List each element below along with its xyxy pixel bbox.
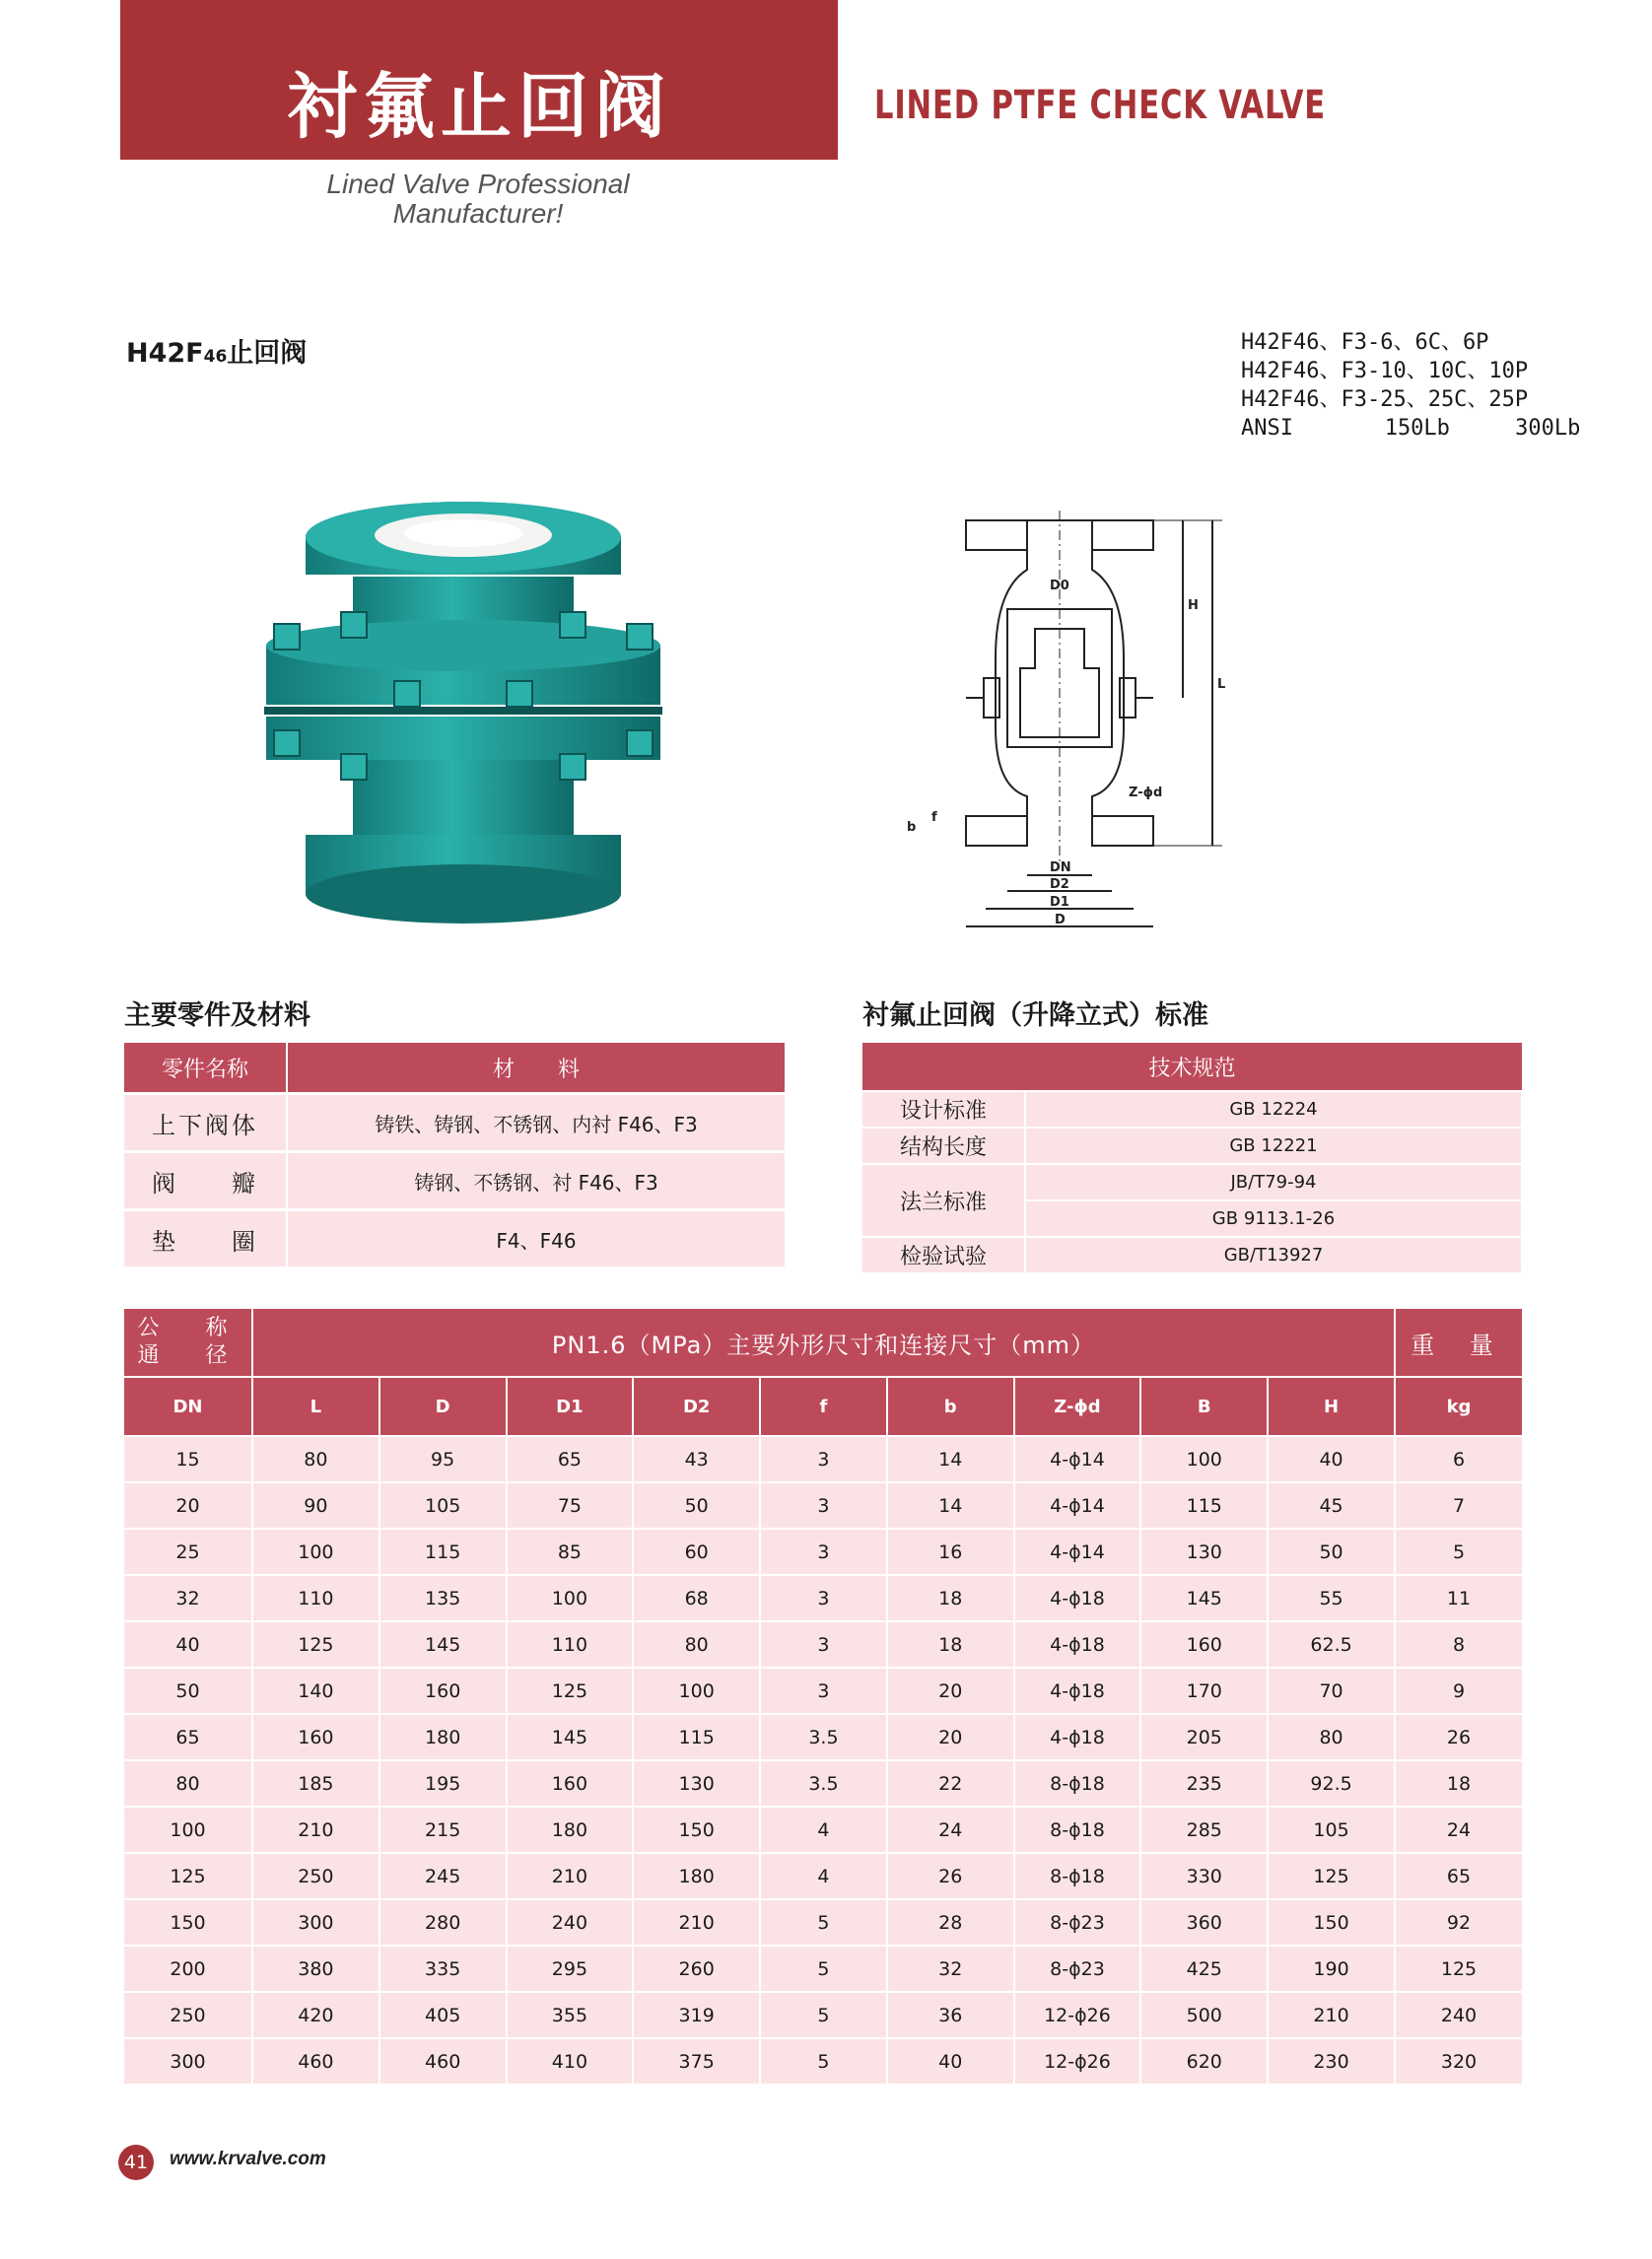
table-cell: 150 (633, 1807, 760, 1853)
table-row (862, 1091, 1522, 1128)
table-cell: 16 (887, 1529, 1014, 1575)
table-cell: 80 (252, 1436, 379, 1482)
table-cell: 24 (887, 1807, 1014, 1853)
table-cell: 100 (1140, 1436, 1268, 1482)
tagline (256, 170, 700, 229)
table-cell: 5 (760, 2038, 887, 2084)
part-name: 垫 圈 (124, 1210, 287, 1267)
column-header: kg (1395, 1377, 1523, 1436)
dimensions-table (124, 1309, 1524, 2084)
table-cell: 110 (252, 1575, 379, 1621)
tagline-line2: Manufacturer! (392, 198, 564, 229)
variant-line: H42F46、F3-6、6C、6P (1241, 330, 1489, 355)
table-cell: 4 (760, 1853, 887, 1899)
part-material: 铸铁、铸钢、不锈钢、内衬 F46、F3 (287, 1094, 786, 1152)
table-row (124, 1152, 786, 1210)
table-cell: 65 (507, 1436, 634, 1482)
table-cell: 3.5 (760, 1714, 887, 1760)
table-cell: 8 (1395, 1621, 1523, 1668)
table-cell: 18 (887, 1621, 1014, 1668)
drawing-label-d1: D1 (1050, 895, 1069, 910)
table-cell: 205 (1140, 1714, 1268, 1760)
table-cell: 32 (124, 1575, 252, 1621)
table-cell: 92.5 (1268, 1760, 1395, 1807)
table-cell: 3 (760, 1482, 887, 1529)
table-cell: 170 (1140, 1668, 1268, 1714)
table-cell: 230 (1268, 2038, 1395, 2084)
table-cell: 405 (379, 1992, 507, 2038)
weight-header: 重 量 (1395, 1309, 1523, 1377)
table-row (124, 1621, 1523, 1668)
table-cell: 18 (887, 1575, 1014, 1621)
table-cell: 50 (1268, 1529, 1395, 1575)
table-cell: 410 (507, 2038, 634, 2084)
table-cell: 125 (252, 1621, 379, 1668)
table-cell: 8-ϕ18 (1014, 1853, 1141, 1899)
table-cell: 8-ϕ18 (1014, 1807, 1141, 1853)
table-cell: 4-ϕ18 (1014, 1668, 1141, 1714)
table-cell: 5 (1395, 1529, 1523, 1575)
table-cell: 185 (252, 1760, 379, 1807)
table-cell: 240 (507, 1899, 634, 1946)
standard-label: 检验试验 (862, 1237, 1025, 1272)
table-cell: 65 (124, 1714, 252, 1760)
table-cell: 115 (379, 1529, 507, 1575)
part-name: 上下阀体 (124, 1094, 287, 1152)
table-cell: 620 (1140, 2038, 1268, 2084)
table-cell: 4-ϕ18 (1014, 1621, 1141, 1668)
table-cell: 360 (1140, 1899, 1268, 1946)
drawing-label-d2: D2 (1050, 877, 1069, 892)
table-cell: 8-ϕ23 (1014, 1946, 1141, 1992)
table-cell: 200 (124, 1946, 252, 1992)
page-title-en: LINED PTFE CHECK VALVE (874, 83, 1327, 128)
table-cell: 500 (1140, 1992, 1268, 2038)
table-row (124, 1714, 1523, 1760)
table-cell: 4 (760, 1807, 887, 1853)
drawing-label-f: f (931, 810, 937, 825)
table-cell: 100 (633, 1668, 760, 1714)
table-cell: 14 (887, 1482, 1014, 1529)
drawing-label-dn: DN (1050, 860, 1071, 875)
table-cell: 3 (760, 1668, 887, 1714)
table-cell: 215 (379, 1807, 507, 1853)
table-cell: 4-ϕ14 (1014, 1482, 1141, 1529)
table-cell: 22 (887, 1760, 1014, 1807)
table-row (124, 2038, 1523, 2084)
table-cell: 260 (633, 1946, 760, 1992)
table-row (862, 1237, 1522, 1272)
table-cell: 180 (633, 1853, 760, 1899)
table-row (124, 1760, 1523, 1807)
model-variants (1241, 328, 1580, 443)
table-cell: 319 (633, 1992, 760, 2038)
table-cell: 5 (760, 1946, 887, 1992)
standards-header: 技术规范 (862, 1043, 1522, 1091)
table-cell: 4-ϕ14 (1014, 1436, 1141, 1482)
standard-value: GB 12224 (1025, 1091, 1522, 1128)
table-cell: 62.5 (1268, 1621, 1395, 1668)
materials-title: 主要零件及材料 (124, 1000, 310, 1031)
table-cell: 8-ϕ23 (1014, 1899, 1141, 1946)
table-cell: 65 (1395, 1853, 1523, 1899)
drawing-label-d0: D0 (1050, 579, 1069, 593)
drawing-label-d: D (1055, 913, 1066, 927)
table-cell: 5 (760, 1992, 887, 2038)
variant-line: H42F46、F3-10、10C、10P (1241, 359, 1529, 383)
table-cell: 26 (1395, 1714, 1523, 1760)
table-cell: 375 (633, 2038, 760, 2084)
table-cell: 115 (633, 1714, 760, 1760)
table-cell: 15 (124, 1436, 252, 1482)
table-row (862, 1128, 1522, 1164)
drawing-label-zphid: Z-ϕd (1129, 786, 1163, 800)
column-header: f (760, 1377, 887, 1436)
table-cell: 85 (507, 1529, 634, 1575)
table-cell: 75 (507, 1482, 634, 1529)
table-cell: 100 (252, 1529, 379, 1575)
column-header: Z-ϕd (1014, 1377, 1141, 1436)
column-header: D1 (507, 1377, 634, 1436)
nominal-diameter-header (124, 1309, 252, 1377)
table-row (124, 1807, 1523, 1853)
table-row (124, 1482, 1523, 1529)
table-cell: 5 (760, 1899, 887, 1946)
table-cell: 300 (252, 1899, 379, 1946)
table-cell: 125 (124, 1853, 252, 1899)
nominal-header-line1: 公 称 (137, 1316, 247, 1340)
standard-value: GB 12221 (1025, 1128, 1522, 1164)
table-cell: 210 (507, 1853, 634, 1899)
table-cell: 180 (379, 1714, 507, 1760)
table-cell: 20 (887, 1668, 1014, 1714)
part-material: F4、F46 (287, 1210, 786, 1267)
table-row (862, 1164, 1522, 1200)
column-header: D2 (633, 1377, 760, 1436)
table-cell: 145 (507, 1714, 634, 1760)
model-title (126, 331, 307, 370)
column-header: H (1268, 1377, 1395, 1436)
table-cell: 110 (507, 1621, 634, 1668)
table-cell: 40 (887, 2038, 1014, 2084)
table-cell: 285 (1140, 1807, 1268, 1853)
table-cell: 80 (1268, 1714, 1395, 1760)
table-cell: 160 (507, 1760, 634, 1807)
table-cell: 36 (887, 1992, 1014, 2038)
table-cell: 320 (1395, 2038, 1523, 2084)
dimensions-main-header: PN1.6（MPa）主要外形尺寸和连接尺寸（mm） (252, 1309, 1395, 1377)
standard-label: 结构长度 (862, 1128, 1025, 1164)
table-cell: 55 (1268, 1575, 1395, 1621)
table-cell: 380 (252, 1946, 379, 1992)
standards-table (862, 1043, 1523, 1272)
table-cell: 125 (1268, 1853, 1395, 1899)
materials-header-name: 零件名称 (124, 1043, 287, 1094)
table-cell: 210 (1268, 1992, 1395, 2038)
table-cell: 180 (507, 1807, 634, 1853)
table-cell: 12-ϕ26 (1014, 2038, 1141, 2084)
page-number: 41 (118, 2145, 154, 2180)
table-cell: 210 (252, 1807, 379, 1853)
table-cell: 3.5 (760, 1760, 887, 1807)
table-row (124, 1899, 1523, 1946)
table-cell: 24 (1395, 1807, 1523, 1853)
table-cell: 125 (1395, 1946, 1523, 1992)
column-header: B (1140, 1377, 1268, 1436)
table-cell: 3 (760, 1575, 887, 1621)
table-row (124, 1210, 786, 1267)
standard-value: GB 9113.1-26 (1025, 1200, 1522, 1237)
table-row (124, 1094, 786, 1152)
table-cell: 80 (124, 1760, 252, 1807)
table-cell: 90 (252, 1482, 379, 1529)
standard-value: GB/T13927 (1025, 1237, 1522, 1272)
table-cell: 50 (633, 1482, 760, 1529)
materials-header-material: 材 料 (287, 1043, 786, 1094)
column-header: DN (124, 1377, 252, 1436)
part-material: 铸钢、不锈钢、衬 F46、F3 (287, 1152, 786, 1210)
table-row (124, 1436, 1523, 1482)
table-cell: 9 (1395, 1668, 1523, 1714)
table-cell: 295 (507, 1946, 634, 1992)
table-cell: 100 (507, 1575, 634, 1621)
drawing-label-b: b (907, 820, 917, 835)
table-row (124, 1575, 1523, 1621)
table-row (124, 1853, 1523, 1899)
table-cell: 330 (1140, 1853, 1268, 1899)
table-row (124, 1529, 1523, 1575)
materials-table (124, 1043, 787, 1266)
table-cell: 12-ϕ26 (1014, 1992, 1141, 2038)
column-header: D (379, 1377, 507, 1436)
model-name-main: H42F (126, 338, 204, 369)
table-cell: 335 (379, 1946, 507, 1992)
table-cell: 4-ϕ14 (1014, 1529, 1141, 1575)
table-cell: 40 (124, 1621, 252, 1668)
model-name-sub: 46 (203, 347, 228, 367)
standard-label: 法兰标准 (862, 1164, 1025, 1237)
table-cell: 14 (887, 1436, 1014, 1482)
table-cell: 280 (379, 1899, 507, 1946)
table-cell: 190 (1268, 1946, 1395, 1992)
table-cell: 45 (1268, 1482, 1395, 1529)
table-cell: 160 (1140, 1621, 1268, 1668)
website-link[interactable]: www.krvalve.com (170, 2149, 326, 2169)
table-cell: 160 (252, 1714, 379, 1760)
table-cell: 25 (124, 1529, 252, 1575)
table-cell: 4-ϕ18 (1014, 1575, 1141, 1621)
table-cell: 115 (1140, 1482, 1268, 1529)
table-cell: 80 (633, 1621, 760, 1668)
table-cell: 150 (124, 1899, 252, 1946)
model-name-suffix: 止回阀 (227, 338, 308, 369)
table-cell: 60 (633, 1529, 760, 1575)
table-cell: 210 (633, 1899, 760, 1946)
valve-photo (246, 498, 680, 931)
table-cell: 70 (1268, 1668, 1395, 1714)
table-cell: 32 (887, 1946, 1014, 1992)
table-cell: 4-ϕ18 (1014, 1714, 1141, 1760)
table-cell: 3 (760, 1621, 887, 1668)
table-cell: 250 (124, 1992, 252, 2038)
table-cell: 20 (124, 1482, 252, 1529)
tagline-line1: Lined Valve Professional (326, 169, 630, 199)
table-cell: 11 (1395, 1575, 1523, 1621)
table-cell: 130 (633, 1760, 760, 1807)
table-cell: 18 (1395, 1760, 1523, 1807)
table-cell: 68 (633, 1575, 760, 1621)
table-cell: 460 (252, 2038, 379, 2084)
table-cell: 8-ϕ18 (1014, 1760, 1141, 1807)
table-cell: 145 (1140, 1575, 1268, 1621)
table-cell: 125 (507, 1668, 634, 1714)
table-cell: 420 (252, 1992, 379, 2038)
table-cell: 50 (124, 1668, 252, 1714)
valve-section-drawing (887, 501, 1301, 954)
table-cell: 235 (1140, 1760, 1268, 1807)
table-cell: 355 (507, 1992, 634, 2038)
table-cell: 300 (124, 2038, 252, 2084)
variant-line: H42F46、F3-25、25C、25P (1241, 387, 1529, 412)
drawing-label-h: H (1188, 598, 1199, 613)
table-cell: 7 (1395, 1482, 1523, 1529)
drawing-label-l: L (1217, 677, 1226, 692)
table-cell: 140 (252, 1668, 379, 1714)
variant-line: ANSI 150Lb 300Lb (1241, 416, 1581, 441)
table-cell: 43 (633, 1436, 760, 1482)
table-cell: 6 (1395, 1436, 1523, 1482)
table-cell: 135 (379, 1575, 507, 1621)
table-cell: 26 (887, 1853, 1014, 1899)
table-cell: 245 (379, 1853, 507, 1899)
table-cell: 105 (379, 1482, 507, 1529)
table-cell: 425 (1140, 1946, 1268, 1992)
table-cell: 130 (1140, 1529, 1268, 1575)
standard-value: JB/T79-94 (1025, 1164, 1522, 1200)
table-cell: 250 (252, 1853, 379, 1899)
table-cell: 3 (760, 1436, 887, 1482)
table-cell: 100 (124, 1807, 252, 1853)
column-header: L (252, 1377, 379, 1436)
table-cell: 95 (379, 1436, 507, 1482)
nominal-header-line2: 通 径 (137, 1343, 247, 1368)
table-cell: 92 (1395, 1899, 1523, 1946)
table-cell: 160 (379, 1668, 507, 1714)
table-cell: 195 (379, 1760, 507, 1807)
standard-label: 设计标准 (862, 1091, 1025, 1128)
table-cell: 460 (379, 2038, 507, 2084)
table-cell: 28 (887, 1899, 1014, 1946)
standards-title: 衬氟止回阀（升降立式）标准 (862, 1000, 1208, 1031)
page-title-cn: 衬氟止回阀 (286, 65, 671, 148)
table-cell: 240 (1395, 1992, 1523, 2038)
table-cell: 145 (379, 1621, 507, 1668)
table-cell: 20 (887, 1714, 1014, 1760)
column-header: b (887, 1377, 1014, 1436)
table-row (124, 1668, 1523, 1714)
table-cell: 105 (1268, 1807, 1395, 1853)
table-cell: 40 (1268, 1436, 1395, 1482)
table-row (124, 1992, 1523, 2038)
table-cell: 150 (1268, 1899, 1395, 1946)
table-row (124, 1946, 1523, 1992)
part-name: 阀 瓣 (124, 1152, 287, 1210)
table-cell: 3 (760, 1529, 887, 1575)
